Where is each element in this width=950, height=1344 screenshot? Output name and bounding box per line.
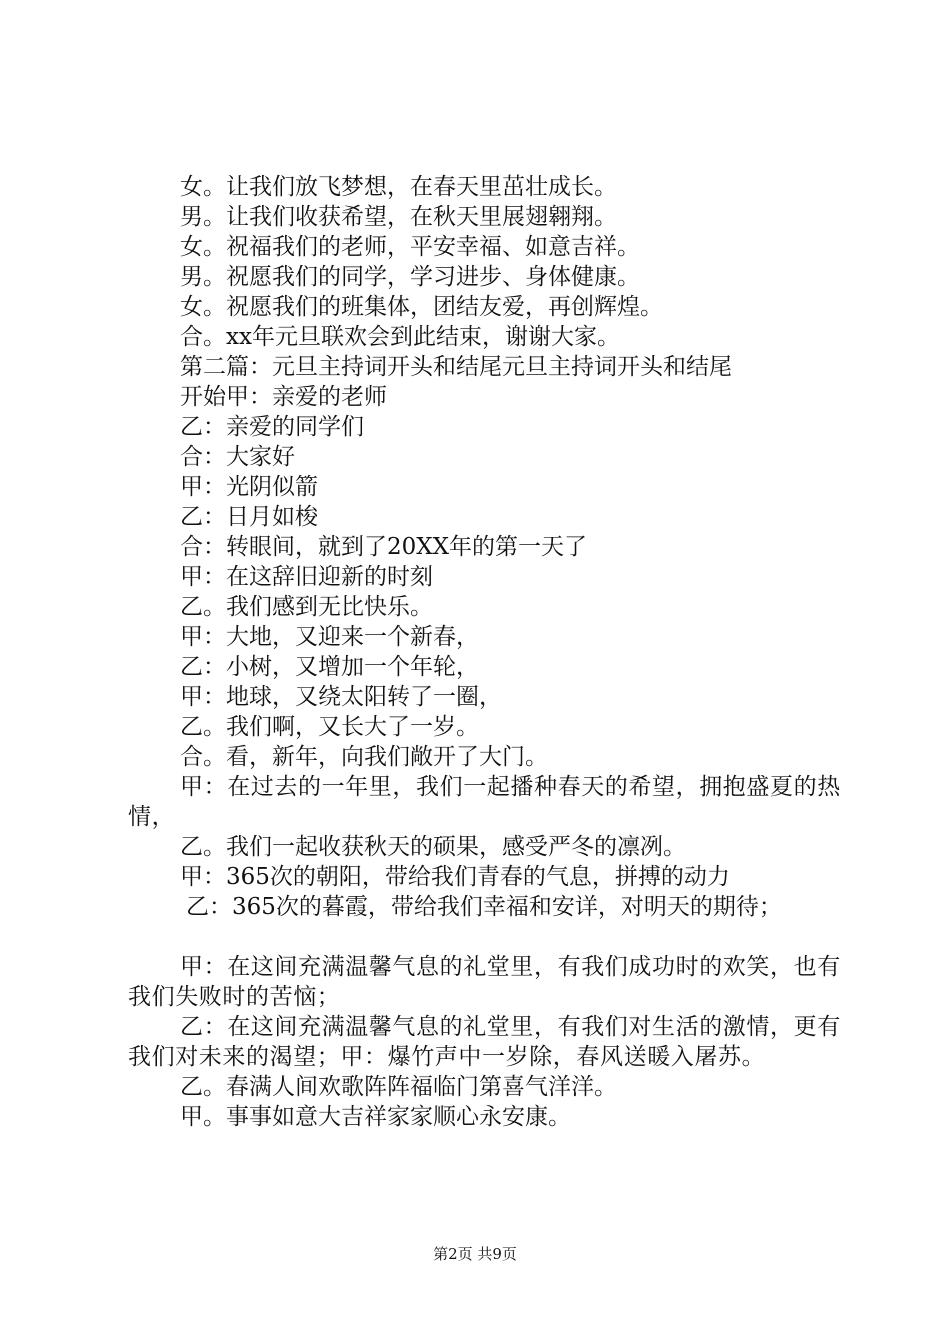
text-line: 乙：亲爱的同学们 <box>180 414 364 440</box>
text-line: 乙。我们一起收获秋天的硕果，感受严冬的凛冽。 <box>180 834 686 860</box>
text-line: 乙：日月如梭 <box>180 504 318 530</box>
text-line: 乙。我们啊，又长大了一岁。 <box>180 714 479 740</box>
text-line: 合。xx年元旦联欢会到此结束，谢谢大家。 <box>180 324 620 350</box>
text-line: 男。祝愿我们的同学，学习进步、身体健康。 <box>180 264 640 290</box>
text-line: 甲。事事如意大吉祥家家顺心永安康。 <box>180 1104 571 1130</box>
text-paragraph: 甲：在这间充满温馨气息的礼堂里，有我们成功时的欢笑，也有我们失败时的苦恼； <box>128 954 841 1010</box>
text-line: 甲：在这辞旧迎新的时刻 <box>180 564 433 590</box>
text-line: 乙。春满人间欢歌阵阵福临门第喜气洋洋。 <box>180 1074 617 1100</box>
text-line: 合：大家好 <box>180 444 295 470</box>
text-line: 乙。我们感到无比快乐。 <box>180 594 433 620</box>
section-heading: 第二篇：元旦主持词开头和结尾元旦主持词开头和结尾 <box>180 354 732 380</box>
text-line: 乙：365次的暮霞，带给我们幸福和安详，对明天的期待； <box>186 894 782 920</box>
text-line: 甲：365次的朝阳，带给我们青春的气息，拼搏的动力 <box>180 864 730 890</box>
text-line: 开始甲：亲爱的老师 <box>180 384 387 410</box>
text-line: 合：转眼间，就到了20XX年的第一天了 <box>180 534 588 560</box>
page-number-footer: 第2页 共9页 <box>433 1245 517 1263</box>
text-line: 乙：小树，又增加一个年轮， <box>180 654 479 680</box>
text-paragraph: 乙：在这间充满温馨气息的礼堂里，有我们对生活的激情，更有我们对未来的渴望；甲：爆竹声中一岁除，春风送暖入屠苏。 <box>128 1014 841 1070</box>
text-line: 男。让我们收获希望，在秋天里展翅翱翔。 <box>180 204 617 230</box>
text-line: 甲：大地，又迎来一个新春， <box>180 624 479 650</box>
blank-line <box>128 922 850 952</box>
text-line: 女。让我们放飞梦想，在春天里茁壮成长。 <box>180 174 617 200</box>
text-paragraph: 甲：在过去的一年里，我们一起播种春天的希望，拥抱盛夏的热情， <box>128 774 841 830</box>
text-line: 女。祝愿我们的班集体，团结友爱，再创辉煌。 <box>180 294 663 320</box>
text-line: 女。祝福我们的老师，平安幸福、如意吉祥。 <box>180 234 640 260</box>
text-line: 甲：地球，又绕太阳转了一圈， <box>180 684 502 710</box>
document-body <box>128 172 850 1132</box>
text-line: 合。看，新年，向我们敞开了大门。 <box>180 744 548 770</box>
text-line: 甲：光阴似箭 <box>180 474 318 500</box>
